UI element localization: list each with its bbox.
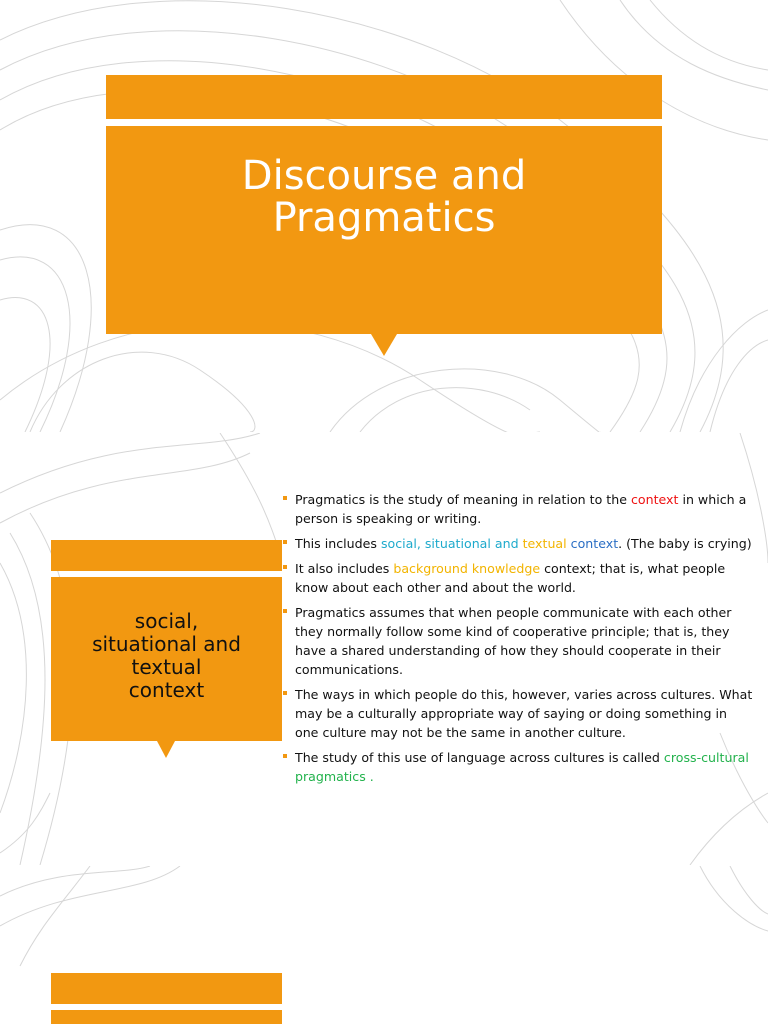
- bullet-text-segment: context: [630, 492, 679, 507]
- bullet-text-segment: . (The baby is crying): [618, 536, 752, 551]
- bullet-list: [283, 490, 753, 792]
- bullet-text-segment: Pragmatics assumes that when people communicate with each other they normally follow some kind of cooperative principle; that is, they have a shared understanding of how they should cooperate in their communications.: [295, 605, 732, 677]
- title-accent-strip: [106, 75, 662, 119]
- heading-line-3: textual: [131, 655, 202, 679]
- heading-line-4: context: [128, 678, 205, 702]
- bullet-text-segment: This includes: [295, 536, 381, 551]
- slide-title: [0, 0, 768, 432]
- bullet-text-segment: The ways in which people do this, however, varies across cultures. What may be a culturally appropriate way of saying or doing something in one culture may not be the same in another culture.: [295, 687, 753, 740]
- bullet-text-segment: in which a person is speaking or writing.: [295, 492, 747, 526]
- bullet-item: [283, 490, 753, 528]
- bullet-item: [283, 534, 753, 553]
- slide-heading: [51, 610, 282, 702]
- bullet-text-segment: Pragmatics is the study of meaning in relation to the: [295, 492, 631, 507]
- bullet-text-segment: context: [566, 536, 619, 551]
- bullet-text-segment: background knowledge: [393, 561, 541, 576]
- heading-line-2: situational and: [92, 632, 241, 656]
- slide-next: [0, 866, 768, 1024]
- bullet-text-segment: cross-cultural pragmatics .: [295, 750, 749, 784]
- title-line-2: Pragmatics: [272, 195, 496, 241]
- bullet-marker-icon: [283, 691, 287, 695]
- bullet-item: [283, 603, 753, 679]
- bullet-item: [283, 748, 753, 786]
- bullet-marker-icon: [283, 565, 287, 569]
- bullet-text-segment: textual: [522, 536, 567, 551]
- bullet-text-segment: context; that is, what people know about each other and about the world.: [295, 561, 726, 595]
- bullet-text-segment: It also includes: [295, 561, 394, 576]
- bullet-item: [283, 559, 753, 597]
- slide-pragmatics: [0, 433, 768, 865]
- slide-title-heading: [106, 155, 662, 239]
- bullet-marker-icon: [283, 609, 287, 613]
- title-box-pointer: [371, 334, 397, 356]
- bullet-text-segment: The study of this use of language across cultures is called: [295, 750, 664, 765]
- heading-box-pointer: [157, 741, 175, 758]
- bullet-marker-icon: [283, 754, 287, 758]
- bullet-marker-icon: [283, 496, 287, 500]
- heading-accent-strip: [51, 540, 282, 571]
- bullet-text-segment: social, situational and: [380, 536, 523, 551]
- heading-line-1: social,: [134, 609, 199, 633]
- next-slide-box: [51, 1010, 282, 1024]
- bullet-marker-icon: [283, 540, 287, 544]
- next-slide-accent-strip: [51, 973, 282, 1004]
- title-line-1: Discourse and: [241, 153, 527, 199]
- bullet-item: [283, 685, 753, 742]
